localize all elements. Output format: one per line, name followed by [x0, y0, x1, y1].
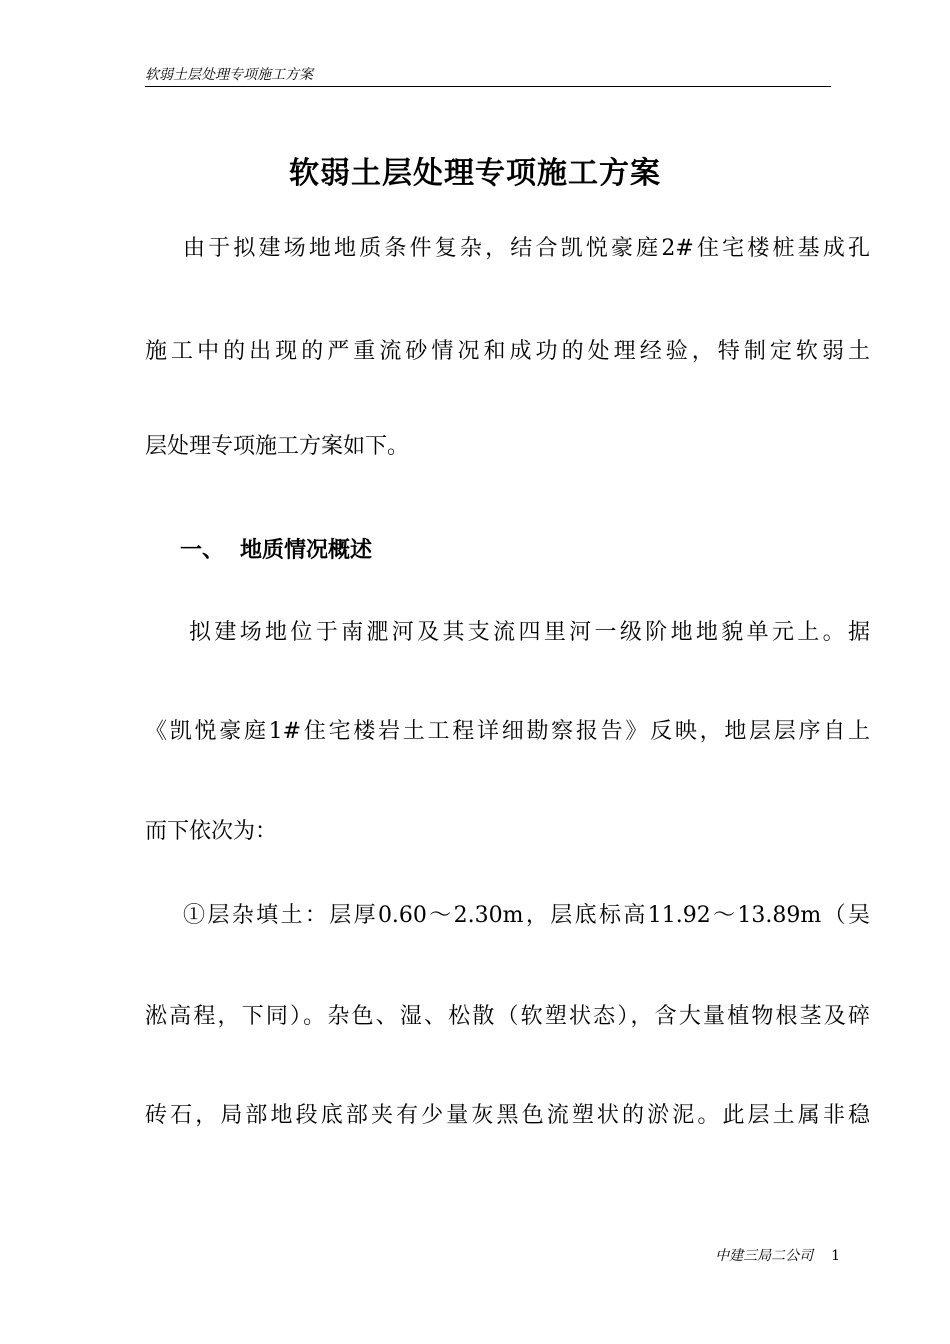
section-1-para1-line-3: 而下依次为：	[145, 819, 278, 844]
section-1-para2-line-2: 淞高程，下同）。杂色、湿、松散（软塑状态），含大量植物根茎及碎	[145, 1004, 870, 1029]
page-number: 1	[831, 1248, 840, 1264]
section-1-title: 地质情况概述	[240, 537, 373, 563]
section-1-number: 一、	[180, 537, 225, 563]
section-1-para2-line-1: ①层杂填土：层厚0.60～2.30m，层底标高11.92～13.89m（吴	[183, 903, 870, 928]
section-1-heading	[180, 534, 372, 566]
section-1-para1-line-2: 《凯悦豪庭1#住宅楼岩土工程详细勘察报告》反映，地层层序自上	[145, 719, 870, 744]
section-1-para1-line-1: 拟建场地位于南淝河及其支流四里河一级阶地地貌单元上。据	[189, 620, 870, 645]
document-title: 软弱土层处理专项施工方案	[289, 156, 661, 191]
footer-company: 中建三局二公司	[715, 1248, 814, 1264]
intro-line-2: 施工中的出现的严重流砂情况和成功的处理经验，特制定软弱土	[145, 339, 870, 364]
running-header-title: 软弱土层处理专项施工方案	[145, 67, 313, 83]
running-header	[145, 64, 831, 87]
section-1-para2-line-3: 砖石，局部地段底部夹有少量灰黑色流塑状的淤泥。此层土属非稳	[145, 1103, 870, 1128]
intro-line-1: 由于拟建场地地质条件复杂，结合凯悦豪庭2#住宅楼桩基成孔	[183, 236, 870, 261]
page-footer	[560, 1246, 840, 1266]
intro-line-3: 层处理专项施工方案如下。	[145, 434, 410, 459]
